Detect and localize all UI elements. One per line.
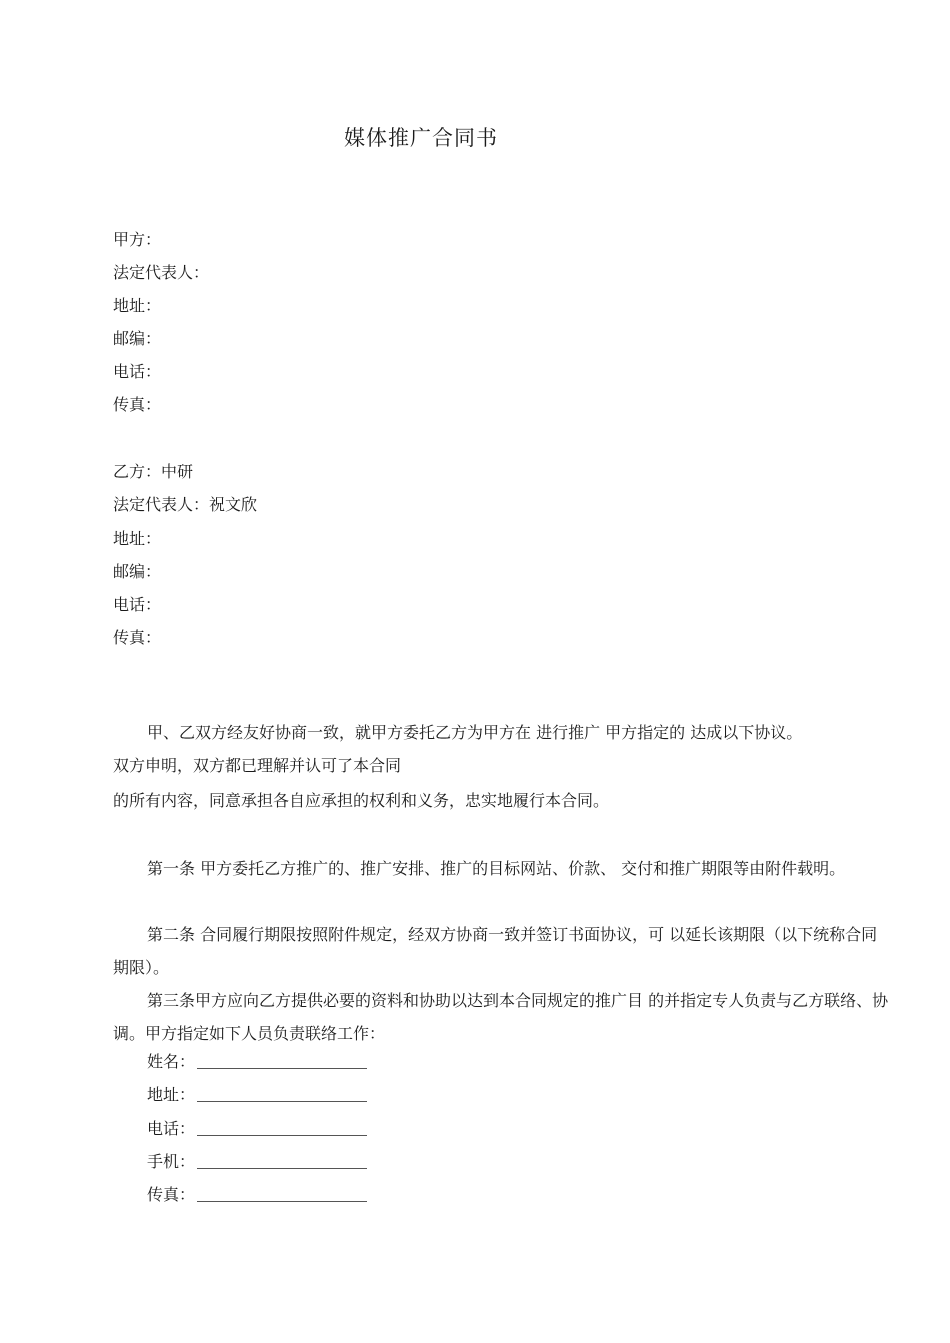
article-2: 第二条 合同履行期限按照附件规定，经双方协商一致并签订书面协议，可 以延长该期限（以下统称合同期限）。	[113, 925, 878, 977]
contact-name-field[interactable]	[147, 1052, 367, 1072]
contact-mobile-field[interactable]	[147, 1152, 367, 1172]
party-b-name: 乙方：中研	[113, 462, 194, 481]
contact-address-label: 地址：	[147, 1085, 196, 1104]
document-title: 媒体推广合同书	[344, 126, 498, 150]
party-a-postcode: 邮编：	[113, 329, 162, 348]
contact-phone-field[interactable]	[147, 1119, 367, 1139]
contact-phone-label: 电话：	[147, 1119, 196, 1138]
party-b-fax: 传真：	[113, 628, 162, 647]
contact-name-label: 姓名：	[147, 1052, 196, 1071]
preamble-line-3: 的所有内容，同意承担各自应承担的权利和义务，忠实地履行本合同。	[113, 791, 610, 810]
article-1: 第一条 甲方委托乙方推广的、推广安排、推广的目标网站、价款、 交付和推广期限等由附件载明。	[147, 859, 846, 878]
contact-fax-field[interactable]	[147, 1185, 367, 1205]
contact-fax-blank[interactable]	[197, 1187, 367, 1202]
party-a-representative: 法定代表人：	[113, 263, 210, 282]
party-b-address: 地址：	[113, 529, 162, 548]
contact-address-field[interactable]	[147, 1085, 367, 1105]
contact-name-blank[interactable]	[197, 1054, 367, 1069]
party-a-name: 甲方：	[113, 230, 162, 249]
contact-mobile-label: 手机：	[147, 1152, 196, 1171]
article-3: 第三条甲方应向乙方提供必要的资料和协助以达到本合同规定的推广目 的并指定专人负责与乙方联络、协调。甲方指定如下人员负责联络工作：	[113, 991, 889, 1043]
party-a-fax: 传真：	[113, 395, 162, 414]
party-a-address: 地址：	[113, 296, 162, 315]
preamble-line-1: 甲、乙双方经友好协商一致，就甲方委托乙方为甲方在 进行推广 甲方指定的 达成以下协议。	[147, 723, 803, 742]
contact-fax-label: 传真：	[147, 1185, 196, 1204]
party-a-phone: 电话：	[113, 362, 162, 381]
party-b-representative: 法定代表人：祝文欣	[113, 495, 258, 514]
party-b-postcode: 邮编：	[113, 562, 162, 581]
party-b-phone: 电话：	[113, 595, 162, 614]
contact-phone-blank[interactable]	[197, 1121, 367, 1136]
contact-mobile-blank[interactable]	[197, 1154, 367, 1169]
preamble-line-2: 双方申明，双方都已理解并认可了本合同	[113, 756, 402, 775]
contact-address-blank[interactable]	[197, 1087, 367, 1102]
